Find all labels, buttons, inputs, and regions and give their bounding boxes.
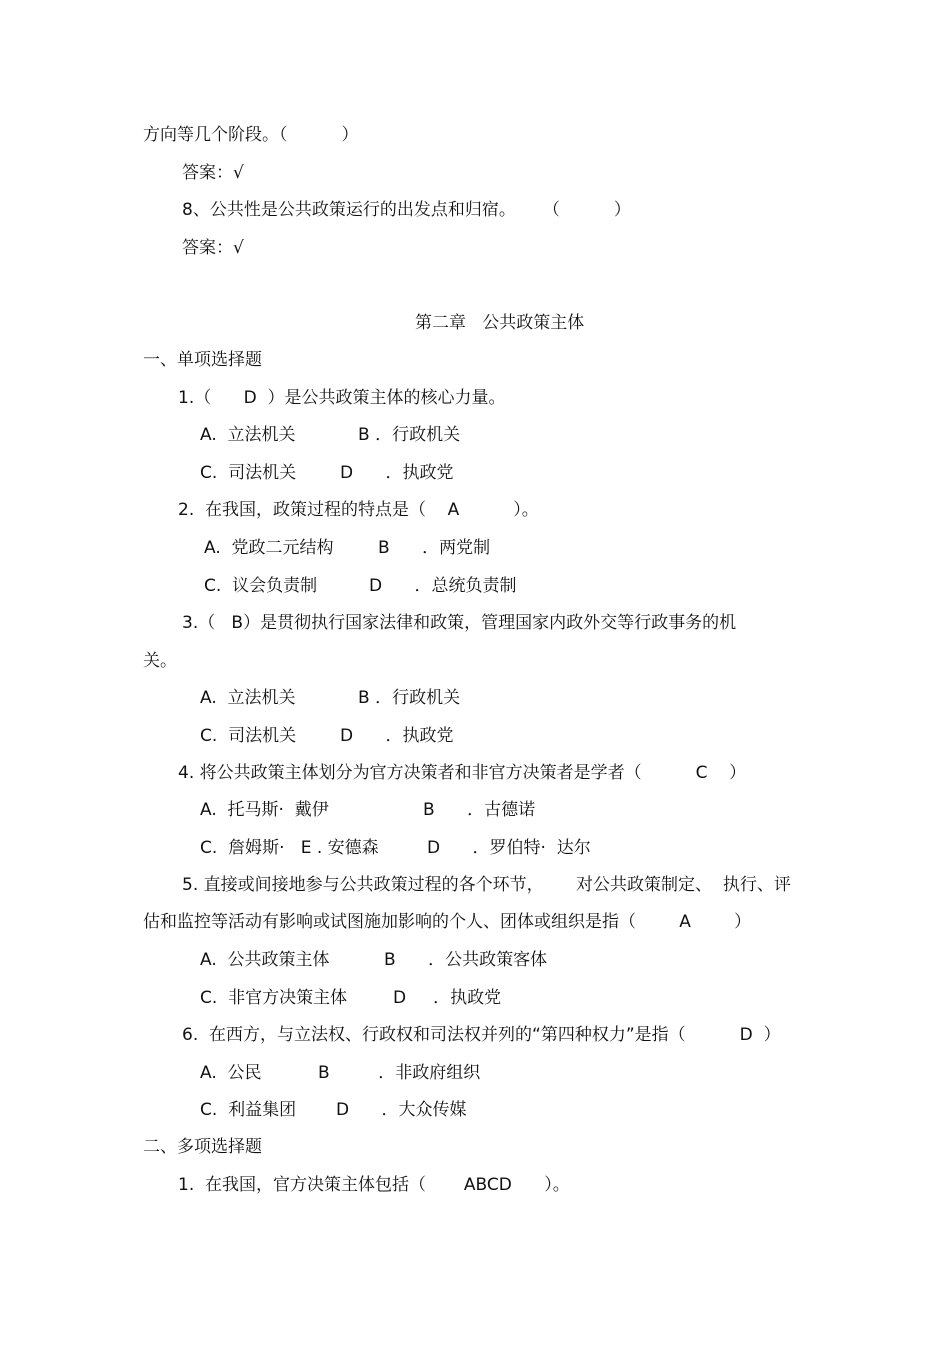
option-a: A. 立法机关 [200, 425, 296, 445]
section-heading: 二、多项选择题 [143, 1137, 262, 1157]
option-c: C. 利益集团 [200, 1100, 297, 1120]
option-b: B ．公共政策客体 [384, 950, 548, 970]
question-stem-continuation: 关。 [143, 651, 177, 671]
option-b: B ．行政机关 [358, 425, 461, 445]
option-d: D ．罗伯特· 达尔 [427, 838, 591, 858]
option-a: A. 托马斯· 戴伊 [200, 800, 329, 820]
option-d: D ．执政党 [393, 988, 502, 1008]
option-d: D ．大众传媒 [336, 1100, 467, 1120]
section-heading: 一、单项选择题 [143, 350, 262, 370]
answer-text: 答案：√ [182, 238, 244, 258]
option-c: C. 司法机关 [200, 726, 297, 746]
option-b: B ．古德诺 [423, 800, 536, 820]
option-c: C. 詹姆斯· E . 安德森 [200, 838, 379, 858]
question-stem: 1. 在我国，官方决策主体包括（ ABCD ）。 [178, 1175, 570, 1195]
question-stem: 3.（ B）是贯彻执行国家法律和政策，管理国家内政外交等行政事务的机 [182, 613, 737, 633]
option-c: C. 非官方决策主体 [200, 988, 348, 1008]
question-8: 8、公共性是公共政策运行的出发点和归宿。 （ ） [182, 200, 631, 220]
option-b: B ．非政府组织 [318, 1063, 481, 1083]
option-a: A. 公共政策主体 [200, 950, 330, 970]
question-stem: 1.（ D ）是公共政策主体的核心力量。 [178, 388, 506, 408]
option-d: D ．执政党 [340, 463, 454, 483]
option-a: A. 立法机关 [200, 688, 296, 708]
option-b: B ．两党制 [378, 538, 491, 558]
question-stem-continuation: 估和监控等活动有影响或试图施加影响的个人、团体或组织是指（ A ） [143, 912, 752, 932]
question-stem: 2. 在我国，政策过程的特点是（ A ）。 [178, 500, 539, 520]
question-stem: 4. 将公共政策主体划分为官方决策者和非官方决策者是学者（ C ） [178, 763, 747, 783]
option-c: C. 议会负责制 [204, 576, 318, 596]
chapter-title: 第二章 公共政策主体 [415, 313, 585, 333]
option-b: B ．行政机关 [358, 688, 461, 708]
option-d: D ．总统负责制 [369, 576, 517, 596]
question-stem: 5. 直接或间接地参与公共政策过程的各个环节， 对公共政策制定、 执行、评 [182, 875, 791, 895]
option-a: A. 党政二元结构 [204, 538, 334, 558]
option-d: D ．执政党 [340, 726, 454, 746]
question-continuation: 方向等几个阶段。（ ） [143, 125, 359, 145]
answer-text: 答案：√ [182, 163, 244, 183]
option-c: C. 司法机关 [200, 463, 297, 483]
question-stem: 6. 在西方，与立法权、行政权和司法权并列的“第四种权力”是指（ D ） [182, 1025, 781, 1045]
option-a: A. 公民 [200, 1063, 262, 1083]
